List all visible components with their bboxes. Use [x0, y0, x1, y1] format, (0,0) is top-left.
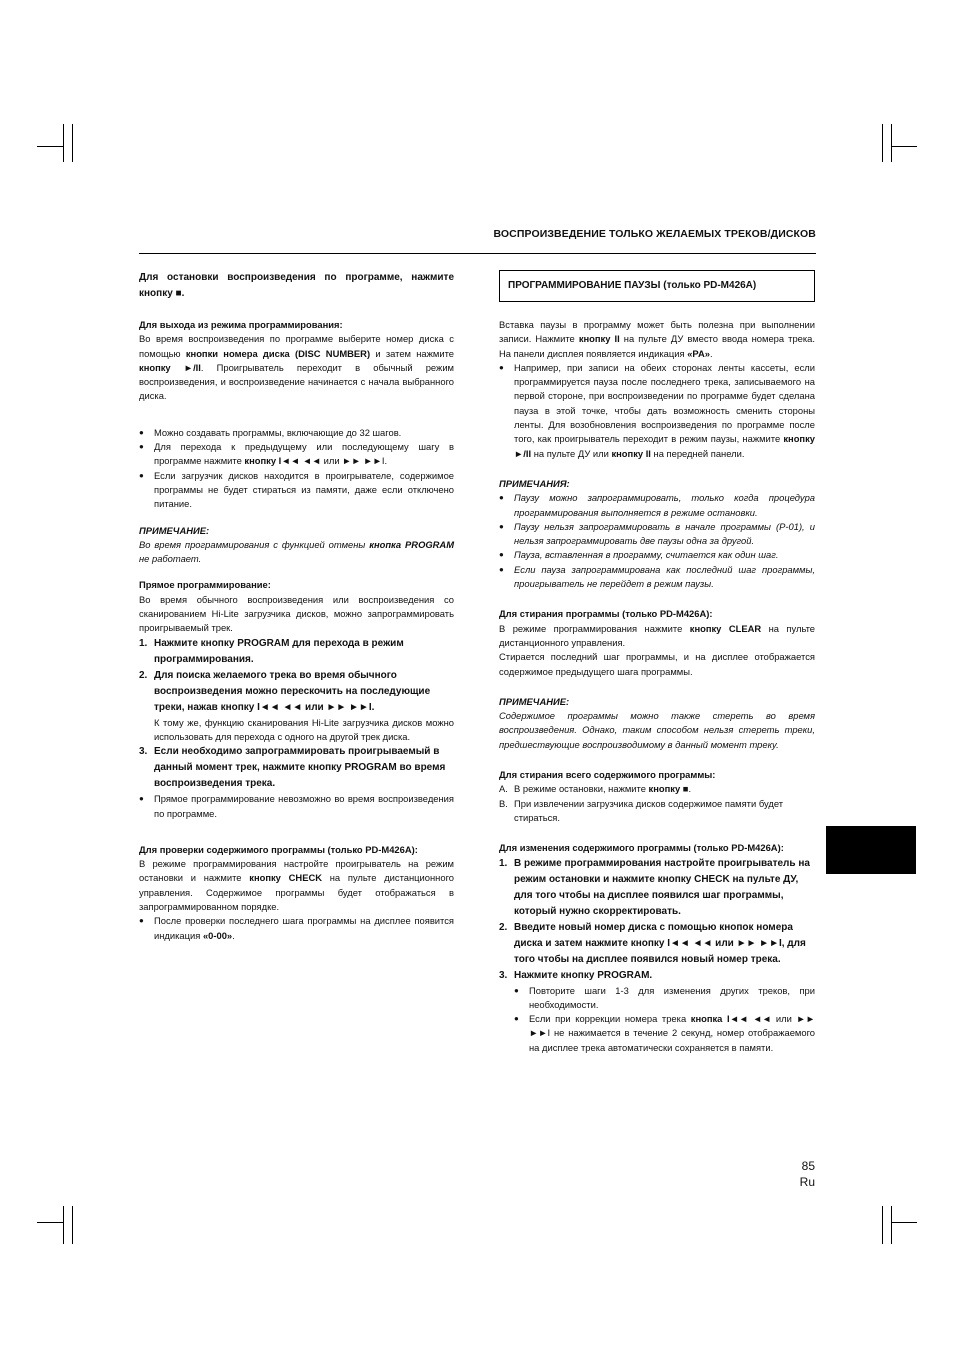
- list-item: ● Если пауза запрограммирована как последний шаг программы, проигрыватель не перейдет в режим паузы.: [499, 563, 815, 592]
- pause-bullets: [499, 361, 815, 461]
- step-item: 3. Нажмите кнопку PROGRAM. ● Повторите шаги 1-3 для изменения других треков, при необходимости. ● Если при коррекции номера трека кнопка I◄◄ ◄◄ или ►► ►►I не нажимается в течение 2 секунд, номер отображаемого на дисплее трека автоматически сохраняется в памяти.: [499, 968, 815, 1055]
- step-item: 3. Если необходимо запрограммировать проигрываемый в данный момент трек, нажмите кнопку PROGRAM во время воспроизведения трека.: [139, 746, 446, 790]
- list-item: ● После проверки последнего шага программы на дисплее появится индикация «0-00».: [139, 914, 454, 943]
- clear-paragraph: В режиме программирования нажмите кнопку CLEAR на пульте дистанционного управления.: [499, 622, 815, 648]
- crop-mark: [72, 124, 73, 162]
- exit-heading: Для выхода из режима программирования:: [139, 319, 343, 330]
- step-bullets: [139, 792, 454, 821]
- crop-mark: [882, 124, 883, 162]
- list-item: ● Паузу можно запрограммировать, только когда процедура программирования выполняется в режиме остановки.: [499, 491, 815, 520]
- crop-mark: [891, 1222, 917, 1223]
- step-item: 1. В режиме программирования настройте проигрыватель на режим остановки и нажмите кнопку CHECK на пульте ДУ, для того чтобы на дисплее появился шаг программы, который нужно скорректировать.: [499, 857, 810, 917]
- crop-mark: [891, 146, 917, 147]
- left-column: [139, 270, 454, 943]
- crop-mark: [37, 1222, 63, 1223]
- notes-heading: ПРИМЕЧАНИЯ:: [499, 477, 570, 489]
- clear-paragraph-2: Стирается последний шаг программы, и на дисплее отображается содержимое предыдущего шага программы.: [499, 651, 815, 677]
- crop-mark: [63, 124, 64, 162]
- clear-all-heading: Для стирания всего содержимого программы:: [499, 769, 716, 781]
- list-item: ● Если при коррекции номера трека кнопка I◄◄ ◄◄ или ►► ►►I не нажимается в течение 2 секунд, номер отображаемого на дисплее трека автоматически сохраняется в памяти.: [514, 1012, 815, 1055]
- stop-heading: Для остановки воспроизведения по программе, нажмите кнопку ■.: [139, 272, 454, 299]
- change-bullets: [514, 984, 815, 1055]
- page-number: 85 Ru: [799, 1159, 815, 1189]
- step-item: 1. Нажмите кнопку PROGRAM для перехода в режим программирования.: [139, 637, 404, 665]
- list-item: ● Если загрузчик дисков находится в проигрывателе, содержимое программы не будет стираться из памяти, даже если отключено питание.: [139, 469, 454, 512]
- exit-paragraph: Во время воспроизведения по программе выберите номер диска с помощью кнопки номера диска (DISC NUMBER) и затем нажмите кнопку ►/II. Проигрыватель переходит в обычный режим воспроизведения, и воспроизведение начинается с начала выбранного диска.: [139, 333, 455, 402]
- note-heading: ПРИМЕЧАНИЕ:: [139, 524, 210, 536]
- crop-mark: [882, 1206, 883, 1244]
- pause-paragraph: Вставка паузы в программу может быть полезна при выполнении записи. Нажмите кнопку II на пульте ДУ вместо ввода номера трека. На панели дисплея появляется индикация «PA».: [499, 319, 815, 359]
- list-item: ● Например, при записи на обеих сторонах ленты кассеты, если программируется пауза после последнего трека, записываемого на первой стороне, при воспроизведении по программе будет сделана пауза в этой точке, чтобы дать возможность сменить стороны ленты. Для возобновления воспроизведения по программе после того, как проигрыватель переходит в режим паузы, нажмите кнопку ►/II на пульте ДУ или кнопку II на передней панели.: [499, 361, 815, 461]
- list-item: B. При извлечении загрузчика дисков содержимое памяти будет стираться.: [499, 797, 784, 823]
- change-heading: Для изменения содержимого программы (только PD-M426A):: [499, 842, 784, 854]
- step-item: 2. Введите новый номер диска с помощью кнопок номера диска и затем нажмите кнопку I◄◄ ◄◄ или ►► ►►I, для того чтобы на дисплее появился новый номер трека.: [499, 921, 806, 965]
- list-item: ● Для перехода к предыдущему или последующему шагу в программе нажмите кнопку I◄◄ ◄◄ или ►► ►►I.: [139, 440, 454, 469]
- check-paragraph: В режиме программирования настройте проигрыватель на режим остановки и нажмите кнопку CHECK на пульте дистанционного управления. Содержимое программы будет отображаться в запрограммированном порядке.: [139, 858, 454, 913]
- crop-mark: [37, 146, 63, 147]
- list-item: ● Повторите шаги 1-3 для изменения других треков, при необходимости.: [514, 984, 815, 1013]
- section-title: ВОСПРОИЗВЕДЕНИЕ ТОЛЬКО ЖЕЛАЕМЫХ ТРЕКОВ/ДИСКОВ: [493, 228, 816, 240]
- direct-heading: Прямое программирование:: [139, 579, 271, 591]
- note-heading: ПРИМЕЧАНИЕ:: [499, 695, 570, 707]
- clear-heading: Для стирания программы (только PD-M426A):: [499, 608, 713, 620]
- crop-mark: [63, 1206, 64, 1244]
- notes-list: [499, 491, 815, 591]
- crop-mark: [72, 1206, 73, 1244]
- note-text: Во время программирования с функцией отмены кнопка PROGRAM не работает.: [139, 538, 454, 565]
- list-item: ● Можно создавать программы, включающие до 32 шагов.: [139, 426, 454, 440]
- crop-mark: [891, 1206, 892, 1244]
- list-item: A. В режиме остановки, нажмите кнопку ■.: [499, 783, 692, 795]
- step-item: 2. Для поиска желаемого трека во время обычного воспроизведения можно перескочить на последующие треки, нажав кнопку I◄◄ ◄◄ или ►► ►►I. К тому же, функцию сканирования Hi-Lite загрузчика дисков можно использовать для перехода с одного на другой трек диска.: [139, 668, 454, 745]
- check-bullets: [139, 914, 454, 943]
- step-subtext: К тому же, функцию сканирования Hi-Lite загрузчика дисков можно использовать для перехода с одного на другой трек диска.: [154, 716, 454, 742]
- pause-box-title: ПРОГРАММИРОВАНИЕ ПАУЗЫ (только PD-M426A): [499, 270, 815, 302]
- language-tab-marker: [826, 826, 916, 874]
- change-steps: [499, 856, 815, 1055]
- header-divider: [139, 253, 816, 254]
- direct-steps: [139, 636, 454, 793]
- right-column: [499, 270, 815, 1055]
- list-item: ● Прямое программирование невозможно во время воспроизведения по программе.: [139, 792, 454, 821]
- note-text: Содержимое программы можно также стереть во время воспроизведения. Однако, таким способом нельзя стереть треки, предшествующие воспроизводимому в данный момент треку.: [499, 710, 815, 750]
- feature-bullets: [139, 426, 454, 512]
- crop-mark: [891, 124, 892, 162]
- list-item: ● Паузу нельзя запрограммировать в начале программы (P-01), и нельзя запрограммировать две паузы одна за другой.: [499, 520, 815, 549]
- list-item: ● Пауза, вставленная в программу, считается как один шаг.: [499, 548, 815, 562]
- check-heading: Для проверки содержимого программы (только PD-M426A):: [139, 843, 418, 855]
- direct-paragraph: Во время обычного воспроизведения или воспроизведения со сканированием Hi-Lite загрузчика дисков, можно запрограммировать проигрываемый трек.: [139, 593, 454, 634]
